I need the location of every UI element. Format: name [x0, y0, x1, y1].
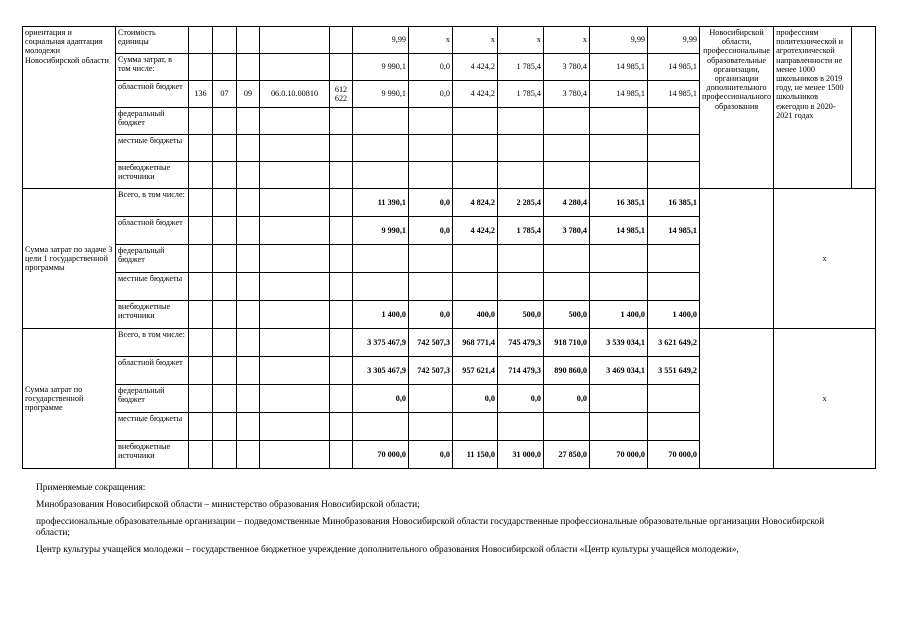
cell-value: 714 479,3: [498, 357, 544, 385]
empty-cell: [700, 189, 774, 329]
cell-value: 400,0: [453, 301, 498, 329]
cell-pr: [237, 108, 260, 135]
cell-csr: [260, 162, 330, 189]
cell-value: 14 985,1: [590, 81, 648, 108]
cell-vr: [330, 108, 353, 135]
cell-value: х: [453, 27, 498, 54]
cell-value: 3 780,4: [544, 81, 590, 108]
cell-value: [353, 413, 409, 441]
cell-value: [453, 245, 498, 273]
cell-grbs: [189, 162, 213, 189]
cell-value: [498, 413, 544, 441]
cell-value: 742 507,3: [409, 357, 453, 385]
not-applicable-mark: х: [774, 329, 876, 469]
row-label: внебюджетные источники: [116, 441, 189, 469]
cell-value: [590, 108, 648, 135]
cell-grbs: [189, 108, 213, 135]
empty-cell: [189, 413, 213, 441]
empty-cell: [237, 273, 260, 301]
cell-csr: [260, 135, 330, 162]
cell-value: 0,0: [409, 301, 453, 329]
cell-value: [498, 108, 544, 135]
cell-value: 70 000,0: [590, 441, 648, 469]
empty-cell: [189, 329, 213, 357]
empty-cell: [237, 357, 260, 385]
row-label: областной бюджет: [116, 217, 189, 245]
note-line: профессиональные образовательные организации – подведомственные Минобразования Новосибирской области государственные профессиональные образовательные организации Новосибирской области;: [36, 517, 825, 538]
cell-vr: [330, 162, 353, 189]
cell-value: 31 000,0: [498, 441, 544, 469]
table-row: [23, 27, 876, 54]
cell-value: [590, 385, 648, 413]
cell-value: [353, 245, 409, 273]
budget-table: [22, 26, 876, 469]
cell-value: 14 985,1: [590, 217, 648, 245]
empty-cell: [330, 385, 353, 413]
cell-value: 745 479,3: [498, 329, 544, 357]
cell-value: 2 285,4: [498, 189, 544, 217]
empty-cell: [260, 301, 330, 329]
empty-cell: [213, 357, 237, 385]
cell-value: 0,0: [353, 385, 409, 413]
empty-cell: [260, 189, 330, 217]
cell-value: [498, 135, 544, 162]
row-label: областной бюджет: [116, 81, 189, 108]
cell-value: 1 400,0: [353, 301, 409, 329]
cell-value: [590, 273, 648, 301]
section-total-label: Сумма затрат по задаче 3 цели 1 государственной программы: [23, 189, 116, 329]
cell-value: [353, 273, 409, 301]
empty-cell: [852, 27, 876, 189]
empty-cell: [189, 385, 213, 413]
cell-rz: [213, 54, 237, 81]
empty-cell: [213, 441, 237, 469]
cell-value: 9 990,1: [353, 217, 409, 245]
empty-cell: [213, 245, 237, 273]
row-label: областной бюджет: [116, 357, 189, 385]
cell-value: 16 385,1: [648, 189, 700, 217]
cell-value: [453, 413, 498, 441]
empty-cell: [189, 245, 213, 273]
cell-value: [453, 108, 498, 135]
cell-value: 14 985,1: [648, 54, 700, 81]
cell-vr: [330, 135, 353, 162]
cell-value: 0,0: [409, 189, 453, 217]
cell-value: 9 990,1: [353, 54, 409, 81]
cell-value: 1 785,4: [498, 81, 544, 108]
empty-cell: [213, 217, 237, 245]
table-body: [23, 27, 876, 469]
cell-value: 27 850,0: [544, 441, 590, 469]
cell-value: [648, 385, 700, 413]
cell-value: 9,99: [648, 27, 700, 54]
cell-value: [409, 162, 453, 189]
cell-value: 0,0: [409, 81, 453, 108]
cell-value: 0,0: [409, 217, 453, 245]
cell-value: 4 824,2: [453, 189, 498, 217]
row-label: Сумма затрат, в том числе:: [116, 54, 189, 81]
empty-cell: [213, 385, 237, 413]
cell-value: [648, 162, 700, 189]
cell-value: [453, 273, 498, 301]
empty-cell: [260, 441, 330, 469]
cell-value: 890 860,0: [544, 357, 590, 385]
cell-value: [353, 162, 409, 189]
table-row: [23, 329, 876, 357]
cell-value: 4 424,2: [453, 217, 498, 245]
empty-cell: [237, 441, 260, 469]
cell-value: 1 785,4: [498, 54, 544, 81]
executor-cell: Новосибирской области, профессиональные образовательные организации, организации дополнительного профессионального образования: [700, 27, 774, 189]
empty-cell: [237, 189, 260, 217]
cell-value: 70 000,0: [353, 441, 409, 469]
row-label: федеральный бюджет: [116, 108, 189, 135]
cell-value: [590, 413, 648, 441]
cell-grbs: [189, 135, 213, 162]
cell-value: [453, 162, 498, 189]
cell-grbs: [189, 54, 213, 81]
cell-value: 4 424,2: [453, 54, 498, 81]
cell-value: [498, 273, 544, 301]
cell-value: 3 539 034,1: [590, 329, 648, 357]
empty-cell: [189, 357, 213, 385]
empty-cell: [330, 413, 353, 441]
cell-value: 500,0: [498, 301, 544, 329]
cell-value: 11 150,0: [453, 441, 498, 469]
cell-rz: [213, 27, 237, 54]
row-label: федеральный бюджет: [116, 385, 189, 413]
cell-value: 16 385,1: [590, 189, 648, 217]
table-row: [23, 189, 876, 217]
cell-value: [409, 135, 453, 162]
cell-value: 9,99: [353, 27, 409, 54]
empty-cell: [237, 413, 260, 441]
empty-cell: [260, 385, 330, 413]
cell-value: х: [544, 27, 590, 54]
notes-heading: Применяемые сокращения:: [36, 483, 146, 493]
cell-value: [409, 273, 453, 301]
cell-value: 0,0: [498, 385, 544, 413]
cell-value: х: [498, 27, 544, 54]
cell-csr: [260, 27, 330, 54]
cell-grbs: [189, 27, 213, 54]
empty-cell: [213, 273, 237, 301]
result-cell: профессиям политехнической и агротехнической направленности не менее 1000 школьников в 2019 году, не менее 1500 школьников ежегодно в 2020-2021 годах: [774, 27, 852, 189]
cell-value: [544, 135, 590, 162]
cell-vr: [330, 54, 353, 81]
cell-rz: [213, 162, 237, 189]
cell-value: 918 710,0: [544, 329, 590, 357]
cell-value: 1 400,0: [648, 301, 700, 329]
cell-value: [648, 108, 700, 135]
row-label: внебюджетные источники: [116, 162, 189, 189]
cell-value: 14 985,1: [590, 54, 648, 81]
empty-cell: [260, 273, 330, 301]
cell-value: [453, 135, 498, 162]
cell-value: 70 000,0: [648, 441, 700, 469]
cell-value: 968 771,4: [453, 329, 498, 357]
cell-rz: 07: [213, 81, 237, 108]
cell-value: [648, 245, 700, 273]
cell-value: 0,0: [409, 54, 453, 81]
cell-value: 9 990,1: [353, 81, 409, 108]
empty-cell: [330, 245, 353, 273]
empty-cell: [189, 273, 213, 301]
program-total-label: Сумма затрат по государственной программе: [23, 329, 116, 469]
note-line: Минобразования Новосибирской области – министерство образования Новосибирской области;: [36, 500, 420, 510]
empty-cell: [330, 189, 353, 217]
cell-value: 0,0: [409, 441, 453, 469]
row-label: местные бюджеты: [116, 135, 189, 162]
cell-value: [409, 413, 453, 441]
cell-value: 742 507,3: [409, 329, 453, 357]
cell-value: [409, 245, 453, 273]
cell-value: [544, 413, 590, 441]
empty-cell: [260, 245, 330, 273]
row-label: местные бюджеты: [116, 273, 189, 301]
empty-cell: [260, 217, 330, 245]
empty-cell: [260, 329, 330, 357]
cell-value: 3 780,4: [544, 54, 590, 81]
cell-value: [648, 135, 700, 162]
cell-vr: [330, 27, 353, 54]
empty-cell: [213, 413, 237, 441]
cell-value: [353, 108, 409, 135]
empty-cell: [213, 189, 237, 217]
empty-cell: [330, 217, 353, 245]
empty-cell: [330, 357, 353, 385]
empty-cell: [330, 301, 353, 329]
cell-grbs: 136: [189, 81, 213, 108]
cell-value: 3 375 467,9: [353, 329, 409, 357]
cell-value: [544, 108, 590, 135]
cell-value: 957 621,4: [453, 357, 498, 385]
cell-value: 1 785,4: [498, 217, 544, 245]
empty-cell: [237, 385, 260, 413]
note-line: Центр культуры учащейся молодежи – государственное бюджетное учреждение дополнительного образования Новосибирской области «Центр культуры учащейся молодежи»,: [36, 545, 739, 555]
empty-cell: [189, 189, 213, 217]
cell-value: 4 280,4: [544, 189, 590, 217]
cell-value: 4 424,2: [453, 81, 498, 108]
cell-value: [648, 273, 700, 301]
empty-cell: [260, 357, 330, 385]
cell-value: 14 985,1: [648, 217, 700, 245]
empty-cell: [330, 329, 353, 357]
cell-value: х: [409, 27, 453, 54]
cell-value: [498, 162, 544, 189]
cell-value: [648, 413, 700, 441]
cell-value: [498, 245, 544, 273]
cell-value: [409, 108, 453, 135]
cell-value: 9,99: [590, 27, 648, 54]
cell-csr: [260, 108, 330, 135]
cell-value: [353, 135, 409, 162]
cell-value: [590, 135, 648, 162]
cell-rz: [213, 135, 237, 162]
cell-value: 3 469 034,1: [590, 357, 648, 385]
cell-pr: [237, 135, 260, 162]
cell-value: [544, 162, 590, 189]
cell-pr: [237, 54, 260, 81]
cell-value: 500,0: [544, 301, 590, 329]
cell-value: 0,0: [453, 385, 498, 413]
cell-value: 1 400,0: [590, 301, 648, 329]
abbreviations-notes: [36, 483, 836, 562]
empty-cell: [237, 217, 260, 245]
not-applicable-mark: х: [774, 189, 876, 329]
empty-cell: [189, 217, 213, 245]
row-label: Всего, в том числе:: [116, 329, 189, 357]
empty-cell: [237, 301, 260, 329]
cell-value: 14 985,1: [648, 81, 700, 108]
empty-cell: [189, 441, 213, 469]
empty-cell: [213, 301, 237, 329]
empty-cell: [260, 413, 330, 441]
row-label: Всего, в том числе:: [116, 189, 189, 217]
cell-pr: 09: [237, 81, 260, 108]
empty-cell: [189, 301, 213, 329]
empty-cell: [237, 245, 260, 273]
cell-value: 11 390,1: [353, 189, 409, 217]
cell-value: 3 621 649,2: [648, 329, 700, 357]
cell-pr: [237, 27, 260, 54]
cell-rz: [213, 108, 237, 135]
cell-vr: 612 622: [330, 81, 353, 108]
row-label: федеральный бюджет: [116, 245, 189, 273]
cell-value: 3 551 649,2: [648, 357, 700, 385]
empty-cell: [330, 441, 353, 469]
empty-cell: [237, 329, 260, 357]
row-label: местные бюджеты: [116, 413, 189, 441]
empty-cell: [213, 329, 237, 357]
empty-cell: [330, 273, 353, 301]
cell-value: [590, 162, 648, 189]
cell-csr: [260, 54, 330, 81]
cell-pr: [237, 162, 260, 189]
cell-value: [590, 245, 648, 273]
cell-csr: 06.0.10.00810: [260, 81, 330, 108]
cell-value: 3 780,4: [544, 217, 590, 245]
cell-value: [544, 273, 590, 301]
empty-cell: [700, 329, 774, 469]
event-name: ориентация и социальная адаптация молодежи Новосибирской области: [23, 27, 116, 189]
row-label: Стоимость единицы: [116, 27, 189, 54]
cell-value: 0,0: [544, 385, 590, 413]
cell-value: 3 305 467,9: [353, 357, 409, 385]
row-label: внебюджетные источники: [116, 301, 189, 329]
cell-value: [544, 245, 590, 273]
cell-value: [409, 385, 453, 413]
